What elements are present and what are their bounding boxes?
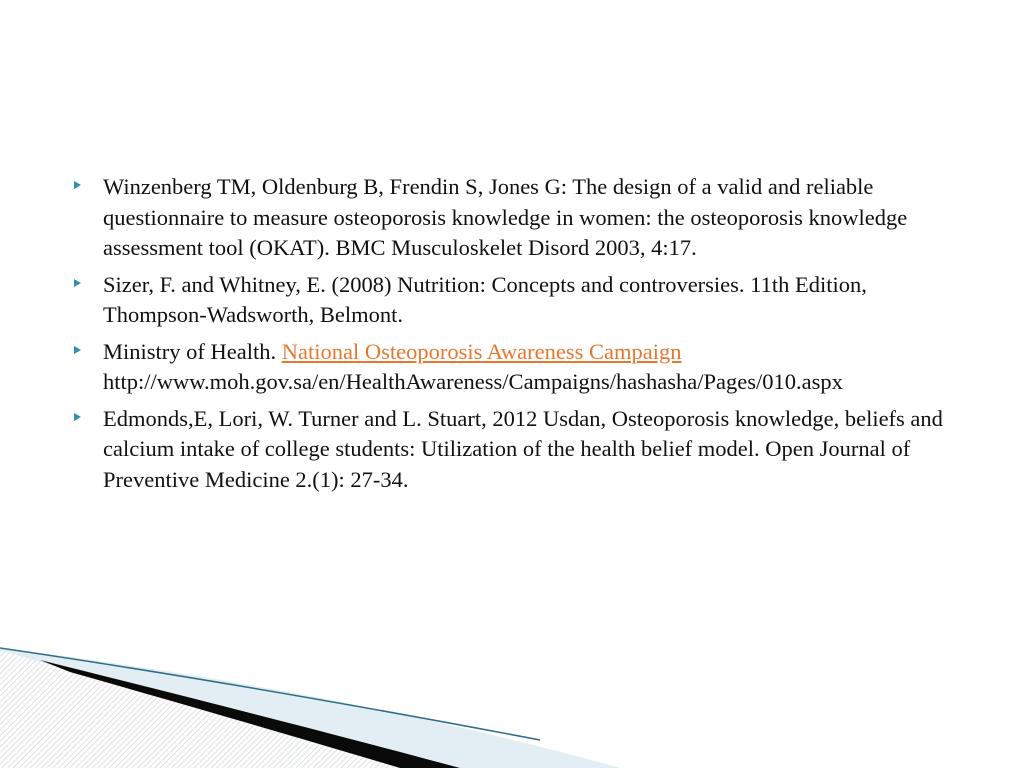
campaign-link[interactable]: National Osteoporosis Awareness Campaign — [281, 338, 682, 364]
reference-text: Sizer, F. and Whitney, E. (2008) Nutrition: Concepts and controversies. 11th Edition, Thompson-Wadsworth, Belmont. — [103, 271, 867, 327]
reference-url: http://www.moh.gov.sa/en/HealthAwareness/Campaigns/hashasha/Pages/010.aspx — [103, 369, 843, 394]
reference-prefix: Ministry of Health. — [103, 338, 282, 364]
reference-text: Winzenberg TM, Oldenburg B, Frendin S, Jones G: The design of a valid and reliable questionnaire to measure osteoporosis knowledge in women: the osteoporosis knowledge assessment tool (OKAT). BMC Musculoskelet Disord 2003, 4:17. — [103, 174, 908, 260]
reference-text: Edmonds,E, Lori, W. Turner and L. Stuart, 2012 Usdan, Osteoporosis knowledge, beliefs and calcium intake of college students: Utilization of the health belief model. Open Journal of Preventive Medicine 2.(1): 27-34. — [103, 405, 943, 492]
